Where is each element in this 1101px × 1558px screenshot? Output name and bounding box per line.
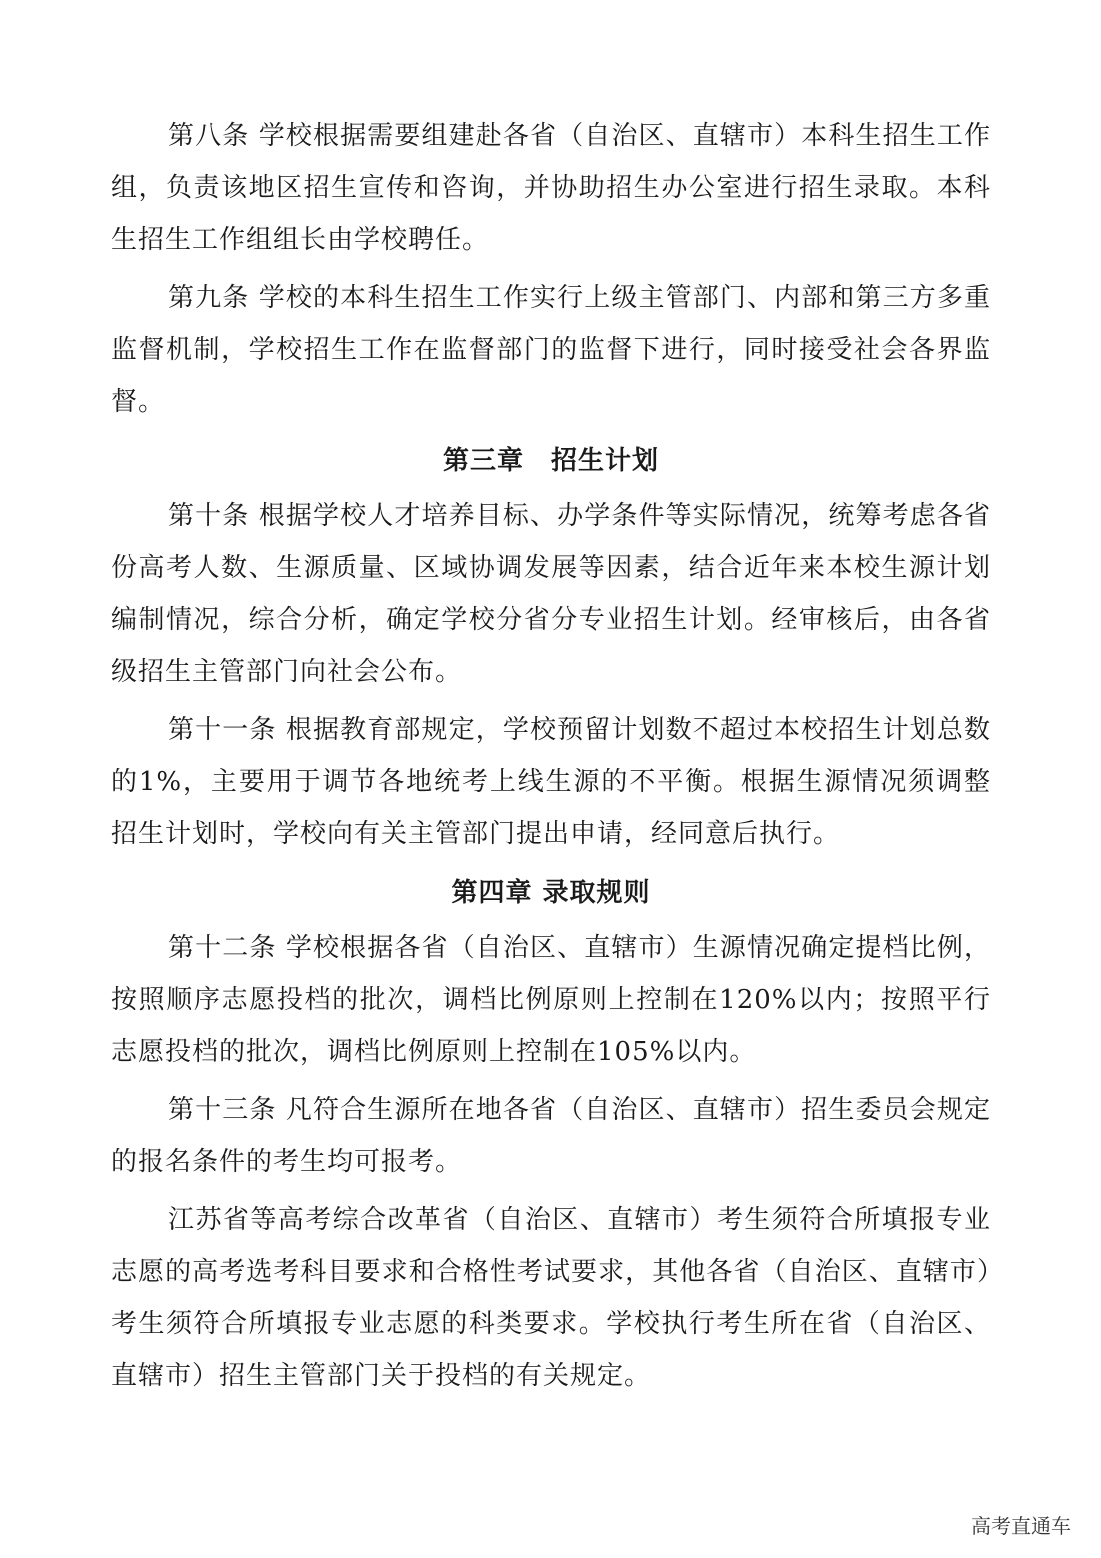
article-10-paragraph: 第十条 根据学校人才培养目标、办学条件等实际情况，统筹考虑各省份高考人数、生源质量、区域协调发展等因素，结合近年来本校生源计划编制情况，综合分析，确定学校分省分专业招生计划。经审核后，由各省级招生主管部门向社会公布。 — [111, 501, 991, 687]
source-watermark: 高考直通车 — [971, 1514, 1071, 1538]
chapter-3-heading: 第三章 招生计划 — [442, 446, 659, 476]
article-11-paragraph: 第十一条 根据教育部规定，学校预留计划数不超过本校招生计划总数的1%，主要用于调节各地统考上线生源的不平衡。根据生源情况须调整招生计划时，学校向有关主管部门提出申请，经同意后执行。 — [111, 715, 991, 849]
article-13-paragraph: 第十三条 凡符合生源所在地各省（自治区、直辖市）招生委员会规定的报名条件的考生均可报考。 — [111, 1095, 991, 1177]
document-page — [111, 110, 991, 1408]
chapter-4-heading: 第四章 录取规则 — [451, 878, 651, 908]
article-9-paragraph: 第九条 学校的本科生招生工作实行上级主管部门、内部和第三方多重监督机制，学校招生工作在监督部门的监督下进行，同时接受社会各界监督。 — [111, 283, 991, 417]
reform-provinces-paragraph: 江苏省等高考综合改革省（自治区、直辖市）考生须符合所填报专业志愿的高考选考科目要求和合格性考试要求，其他各省（自治区、直辖市）考生须符合所填报专业志愿的科类要求。学校执行考生所在省（自治区、直辖市）招生主管部门关于投档的有关规定。 — [111, 1205, 991, 1391]
article-8-paragraph: 第八条 学校根据需要组建赴各省（自治区、直辖市）本科生招生工作组，负责该地区招生宣传和咨询，并协助招生办公室进行招生录取。本科生招生工作组组长由学校聘任。 — [111, 121, 991, 255]
article-12-paragraph: 第十二条 学校根据各省（自治区、直辖市）生源情况确定提档比例，按照顺序志愿投档的批次，调档比例原则上控制在120%以内；按照平行志愿投档的批次，调档比例原则上控制在105%以内。 — [111, 933, 991, 1067]
